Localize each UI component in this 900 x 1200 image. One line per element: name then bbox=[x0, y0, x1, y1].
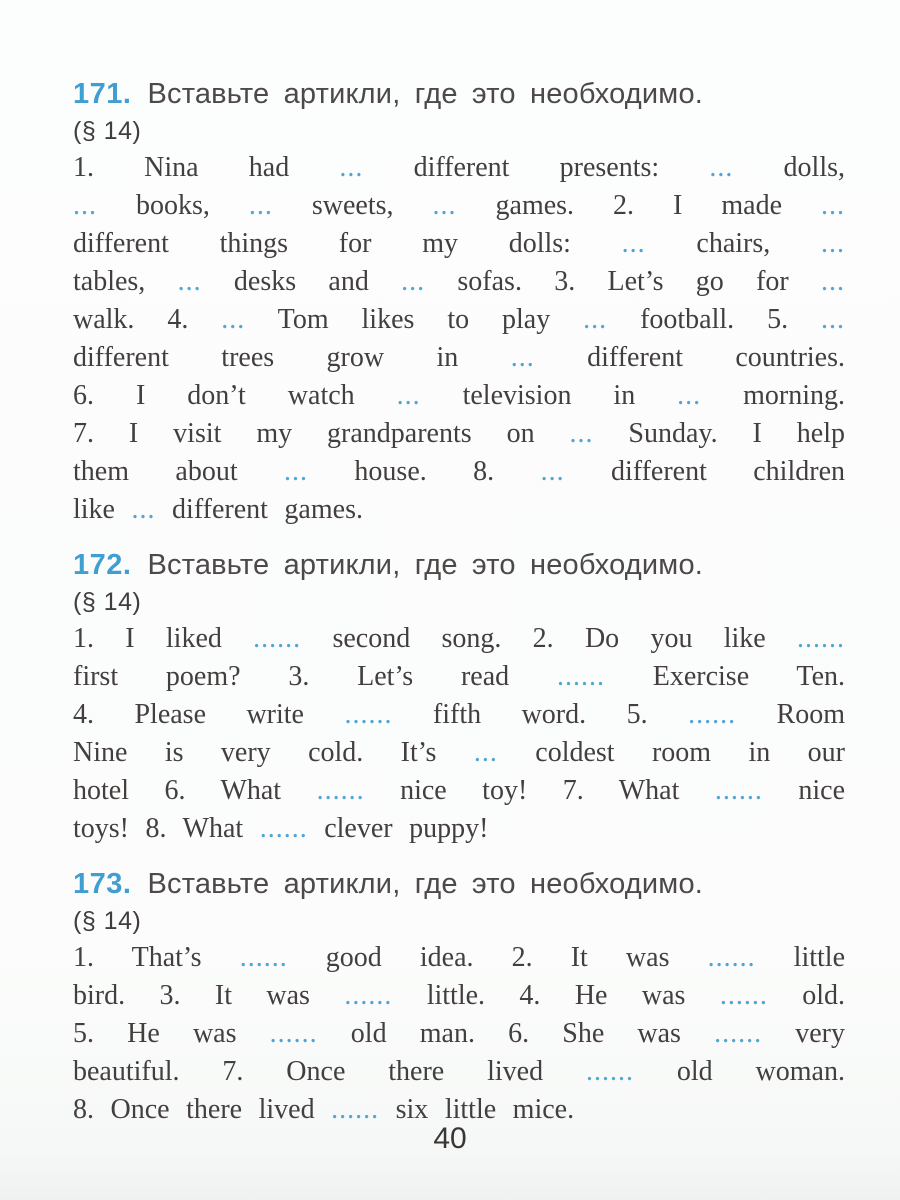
exercise-header bbox=[73, 76, 845, 113]
text-line: different trees grow in ... different countries. bbox=[73, 342, 846, 373]
gap-dots: ...... bbox=[331, 1094, 380, 1125]
gap-dots: ... bbox=[821, 190, 845, 221]
exercise-block bbox=[73, 76, 845, 529]
text-line: hotel 6. What ...... nice toy! 7. What ...... nice bbox=[73, 775, 845, 806]
section-ref: (§ 14) bbox=[73, 588, 142, 616]
gap-dots: ... bbox=[709, 152, 734, 183]
gap-dots: ...... bbox=[344, 699, 393, 730]
section-ref: (§ 14) bbox=[73, 117, 142, 145]
gap-dots: ... bbox=[177, 266, 202, 297]
gap-dots: ...... bbox=[797, 623, 846, 654]
text-line: 5. He was ...... old man. 6. She was ...... very bbox=[73, 1018, 845, 1049]
gap-dots: ...... bbox=[259, 813, 308, 844]
gap-dots: ... bbox=[821, 228, 845, 259]
text-line: 1. Nina had ... different presents: ... dolls, bbox=[73, 152, 845, 183]
gap-dots: ...... bbox=[316, 775, 365, 806]
gap-dots: ... bbox=[473, 737, 498, 768]
text-line: 6. I don’t watch ... television in ... morning. bbox=[73, 380, 845, 411]
gap-dots: ...... bbox=[556, 661, 605, 692]
exercise-number: 172. bbox=[73, 549, 132, 581]
section-ref: (§ 14) bbox=[73, 907, 142, 935]
text-line: first poem? 3. Let’s read ...... Exercise Ten. bbox=[73, 661, 846, 692]
text-line: tables, ... desks and ... sofas. 3. Let’s go for ... bbox=[73, 266, 846, 297]
exercises bbox=[73, 76, 845, 1129]
gap-dots: ... bbox=[821, 304, 845, 335]
gap-dots: ... bbox=[540, 456, 565, 487]
exercise-block bbox=[73, 547, 845, 848]
gap-dots: ... bbox=[621, 228, 646, 259]
gap-dots: ... bbox=[677, 380, 702, 411]
gap-dots: ... bbox=[583, 304, 608, 335]
gap-dots: ...... bbox=[344, 980, 393, 1011]
exercise-instruction: Вставьте артикли, где это необходимо. bbox=[147, 78, 704, 110]
text-line: 4. Please write ...... fifth word. 5. ...... Room bbox=[73, 699, 845, 730]
gap-dots: ...... bbox=[269, 1018, 318, 1049]
gap-dots: ... bbox=[221, 304, 246, 335]
gap-dots: ... bbox=[73, 190, 97, 221]
text-line: walk. 4. ... Tom likes to play ... football. 5. ... bbox=[73, 304, 845, 335]
exercise-instruction: Вставьте артикли, где это необходимо. bbox=[147, 549, 704, 581]
gap-dots: ... bbox=[284, 456, 309, 487]
gap-dots: ... bbox=[432, 190, 457, 221]
page-number: 40 bbox=[433, 1122, 467, 1155]
text-line: bird. 3. It was ...... little. 4. He was ...... old. bbox=[73, 980, 845, 1011]
gap-dots: ...... bbox=[707, 942, 756, 973]
gap-dots: ... bbox=[339, 152, 364, 183]
exercise-number: 173. bbox=[73, 868, 132, 900]
text-line: 1. That’s ...... good idea. 2. It was ...... little bbox=[73, 942, 846, 973]
gap-dots: ...... bbox=[253, 623, 302, 654]
text-line: Nine is very cold. It’s ... coldest room in our bbox=[73, 737, 845, 768]
gap-dots: ... bbox=[510, 342, 535, 373]
gap-dots: ... bbox=[131, 494, 156, 525]
gap-dots: ...... bbox=[586, 1056, 634, 1087]
text-line: 7. I visit my grandparents on ... Sunday. I help bbox=[73, 418, 845, 449]
exercise-instruction: Вставьте артикли, где это необходимо. bbox=[147, 868, 704, 900]
gap-dots: ... bbox=[401, 266, 426, 297]
exercise-block bbox=[73, 866, 845, 1129]
gap-dots: ...... bbox=[714, 775, 763, 806]
gap-dots: ...... bbox=[714, 1018, 763, 1049]
exercise-number: 171. bbox=[73, 78, 132, 110]
gap-dots: ... bbox=[396, 380, 421, 411]
gap-dots: ...... bbox=[688, 699, 737, 730]
text-line: 8. Once there lived ...... six little mice. bbox=[73, 1094, 575, 1125]
gap-dots: ...... bbox=[239, 942, 288, 973]
gap-dots: ... bbox=[248, 190, 273, 221]
text-line: toys! 8. What ...... clever puppy! bbox=[73, 813, 489, 844]
text-line: ... books, ... sweets, ... games. 2. I made ... bbox=[73, 190, 845, 221]
text-line: them about ... house. 8. ... different children bbox=[73, 456, 845, 487]
gap-dots: ...... bbox=[719, 980, 768, 1011]
exercise-header bbox=[73, 547, 845, 584]
gap-dots: ... bbox=[821, 266, 846, 297]
gap-dots: ... bbox=[569, 418, 594, 449]
text-line: beautiful. 7. Once there lived ...... old woman. bbox=[73, 1056, 845, 1087]
text-line: different things for my dolls: ... chairs, ... bbox=[73, 228, 845, 259]
exercise-header bbox=[73, 866, 845, 903]
text-line: 1. I liked ...... second song. 2. Do you like ...... bbox=[73, 623, 846, 654]
text-line: like ... different games. bbox=[73, 494, 363, 525]
